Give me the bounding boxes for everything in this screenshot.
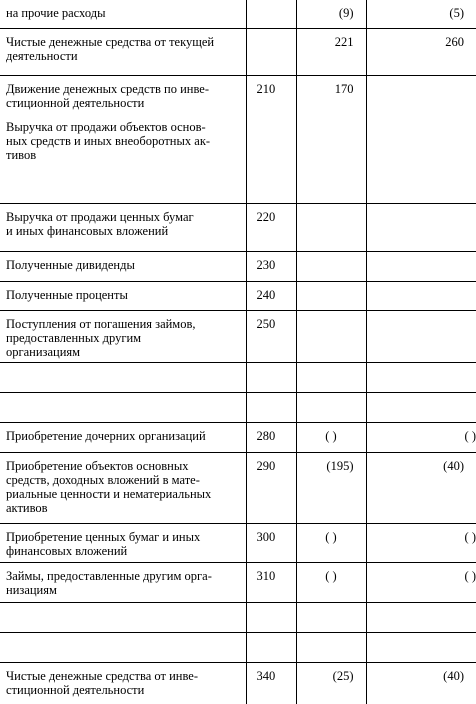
table-row [0,422,476,452]
previous-period-value: ( ) [366,422,476,452]
previous-period-value [366,75,476,203]
table-row [0,523,476,562]
row-label-line: и иных финансовых вложений [6,223,169,238]
previous-period-value [366,203,476,251]
row-label [0,602,246,632]
table-row [0,28,476,75]
current-period-value [296,602,366,632]
previous-period-value [366,392,476,422]
row-label-line: Полученные проценты [6,287,128,302]
previous-period-value [366,251,476,281]
row-label-line: ных средств и иных внеоборотных ак- [6,133,211,148]
row-code [246,632,296,662]
row-label-line: Приобретение ценных бумаг и иных [6,529,201,544]
row-code [246,0,296,28]
table-row [0,0,476,28]
current-period-value [296,251,366,281]
current-period-value [296,392,366,422]
row-code: 340 [246,662,296,704]
table-row [0,452,476,523]
row-code [246,602,296,632]
row-label [0,0,246,28]
row-label [0,392,246,422]
table-row [0,203,476,251]
row-label-line: Выручка от продажи объектов основ- [6,119,206,134]
row-code: 230 [246,251,296,281]
row-label-line: Движение денежных средств по инве- [6,81,209,96]
row-label-line: деятельности [6,48,78,63]
row-code [246,392,296,422]
previous-period-value [366,281,476,310]
row-code [246,362,296,392]
previous-period-value: ( ) [366,523,476,562]
table-row [0,662,476,704]
line-spacer [6,110,240,120]
table-row [0,75,476,203]
table-row [0,362,476,392]
row-label-line: Займы, предоставленные другим орга- [6,568,212,583]
row-label [0,75,246,203]
table-row [0,602,476,632]
current-period-value [296,362,366,392]
row-label-line: Поступления от погашения займов, [6,316,196,331]
row-code: 300 [246,523,296,562]
row-label-line: на прочие расходы [6,6,106,20]
row-code: 250 [246,310,296,362]
row-label-line: Приобретение дочерних организаций [6,428,206,443]
row-code [246,28,296,75]
row-code: 310 [246,562,296,602]
row-label-line: Выручка от продажи ценных бумаг [6,209,194,224]
row-label-line: средств, доходных вложений в мате- [6,472,200,487]
row-label-line: предоставленных другим [6,330,142,345]
current-period-value: (25) [296,662,366,704]
row-label-line: активов [6,500,48,515]
row-label [0,203,246,251]
row-label-line: финансовых вложений [6,543,128,558]
current-period-value: (9) [296,0,366,28]
previous-period-value [366,310,476,362]
row-label [0,310,246,362]
current-period-value: ( ) [296,562,366,602]
current-period-value [296,632,366,662]
row-label-line: риальные ценности и нематериальных [6,486,212,501]
row-label-line: Приобретение объектов основных [6,458,189,473]
table-row [0,281,476,310]
row-label [0,632,246,662]
previous-period-value [366,362,476,392]
table-row [0,392,476,422]
current-period-value [296,281,366,310]
row-label-line: организациям [6,344,81,359]
previous-period-value: ( ) [366,562,476,602]
row-label [0,28,246,75]
previous-period-value [366,632,476,662]
row-label-line: низациям [6,582,57,597]
row-code: 210 [246,75,296,203]
row-label-line: стиционной деятельности [6,95,145,110]
current-period-value [296,203,366,251]
row-label [0,523,246,562]
row-code: 290 [246,452,296,523]
row-label-line: тивов [6,147,37,162]
row-label [0,281,246,310]
row-label-line: Полученные дивиденды [6,257,135,272]
previous-period-value: (40) [366,662,476,704]
row-label [0,452,246,523]
row-label [0,362,246,392]
previous-period-value: (5) [366,0,476,28]
table-row [0,251,476,281]
row-label [0,251,246,281]
current-period-value: (195) [296,452,366,523]
current-period-value [296,310,366,362]
current-period-value: 221 [296,28,366,75]
row-code: 280 [246,422,296,452]
row-code: 240 [246,281,296,310]
current-period-value: 170 [296,75,366,203]
row-label-line: стиционной деятельности [6,682,145,697]
current-period-value: ( ) [296,523,366,562]
row-label-line: Чистые денежные средства от текущей [6,34,215,49]
row-code: 220 [246,203,296,251]
row-label [0,422,246,452]
previous-period-value [366,602,476,632]
previous-period-value: (40) [366,452,476,523]
row-label [0,562,246,602]
table-row [0,562,476,602]
previous-period-value: 260 [366,28,476,75]
table-row [0,632,476,662]
current-period-value: ( ) [296,422,366,452]
row-label [0,662,246,704]
table-row [0,310,476,362]
row-label-line: Чистые денежные средства от инве- [6,668,198,683]
